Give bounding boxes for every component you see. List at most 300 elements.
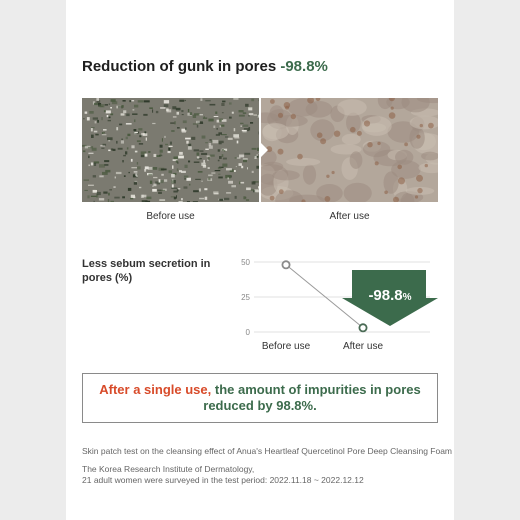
- before-skin-speck: [172, 165, 174, 168]
- before-skin-speck: [258, 186, 259, 188]
- page-title: [82, 58, 442, 75]
- before-skin-speck: [118, 148, 123, 150]
- before-skin-speck: [88, 185, 94, 186]
- before-skin-speck: [152, 109, 153, 112]
- before-skin-speck: [94, 163, 96, 166]
- before-skin-speck: [208, 167, 210, 169]
- before-skin-speck: [228, 138, 233, 140]
- before-skin-speck: [241, 166, 243, 168]
- before-skin-speck: [204, 160, 205, 163]
- before-skin-speck: [219, 199, 223, 201]
- before-skin-speck: [251, 99, 254, 102]
- reduction-callout: [342, 270, 438, 326]
- before-skin-speck: [225, 137, 228, 138]
- before-use-photo: [82, 98, 259, 202]
- before-skin-speck: [222, 164, 227, 167]
- before-skin-speck: [195, 179, 201, 180]
- before-skin-speck: [122, 160, 124, 162]
- before-skin-speck: [168, 148, 170, 151]
- chart-y-tick-label: 25: [241, 293, 250, 302]
- before-skin-speck: [123, 110, 126, 113]
- headline-value: -98.8%: [280, 58, 328, 75]
- after-skin-pore: [350, 127, 356, 133]
- before-skin-speck: [172, 184, 174, 187]
- before-skin-speck: [193, 190, 199, 192]
- before-skin-speck: [162, 138, 163, 142]
- before-skin-speck: [239, 115, 245, 117]
- before-skin-speck: [108, 193, 110, 196]
- before-skin-speck: [209, 145, 213, 148]
- before-skin-speck: [148, 174, 152, 176]
- before-skin-speck: [185, 128, 187, 131]
- before-skin-speck: [123, 100, 126, 102]
- before-skin-speck: [219, 143, 222, 145]
- before-skin-speck: [94, 103, 98, 105]
- chart-series-line: [286, 265, 363, 328]
- before-skin-speck: [240, 123, 243, 124]
- before-skin-speck: [138, 128, 142, 130]
- headline-text: Reduction of gunk in pores: [82, 58, 281, 75]
- before-skin-speck: [229, 117, 232, 119]
- before-skin-speck: [222, 154, 224, 157]
- before-skin-speck: [185, 165, 188, 168]
- before-skin-speck: [222, 101, 225, 103]
- after-skin-pore: [416, 135, 420, 139]
- before-skin-speck: [219, 156, 222, 159]
- before-skin-speck: [228, 177, 229, 179]
- before-skin-speck: [215, 112, 217, 115]
- before-skin-speck: [254, 156, 256, 159]
- before-skin-speck: [217, 120, 220, 123]
- sebum-line-chart: [230, 250, 440, 360]
- before-skin-speck: [93, 117, 98, 119]
- before-skin-speck: [232, 112, 234, 114]
- before-skin-speck: [197, 107, 200, 109]
- before-skin-speck: [182, 131, 186, 133]
- before-skin-speck: [104, 132, 105, 134]
- before-skin-speck: [174, 157, 178, 160]
- before-skin-speck: [131, 159, 133, 162]
- before-skin-speck: [185, 100, 186, 101]
- before-skin-speck: [214, 116, 219, 117]
- before-skin-speck: [176, 195, 177, 198]
- before-skin-speck: [244, 153, 250, 155]
- after-skin-pore: [415, 195, 418, 198]
- after-skin-pore: [375, 161, 379, 165]
- before-skin-speck: [135, 151, 138, 153]
- before-skin-speck: [126, 123, 132, 125]
- after-skin-pore: [397, 165, 402, 170]
- before-skin-speck: [83, 118, 84, 119]
- before-skin-speck: [177, 162, 178, 164]
- before-skin-speck: [184, 176, 189, 178]
- after-skin-tone: [363, 141, 390, 157]
- before-skin-speck: [218, 167, 222, 169]
- before-skin-speck: [222, 149, 224, 151]
- before-skin-speck: [208, 157, 209, 160]
- before-skin-speck: [146, 138, 147, 141]
- before-skin-speck: [181, 110, 183, 112]
- before-skin-speck: [171, 188, 177, 189]
- before-skin-speck: [160, 153, 162, 155]
- before-skin-speck: [188, 144, 191, 146]
- before-skin-speck: [209, 139, 211, 141]
- before-skin-speck: [224, 150, 225, 151]
- before-skin-speck: [137, 162, 138, 165]
- before-skin-speck: [87, 195, 89, 198]
- before-skin-speck: [131, 100, 134, 101]
- comparison-arrow-icon: [259, 141, 268, 159]
- footnote-test: Skin patch test on the cleansing effect of Anua's Heartleaf Quercetinol Pore Deep Cleansing Foam: [82, 446, 453, 456]
- after-skin-pore: [377, 142, 380, 145]
- before-skin-speck: [141, 155, 145, 157]
- before-skin-speck: [95, 134, 98, 136]
- before-skin-speck: [103, 129, 107, 130]
- before-skin-speck: [256, 166, 259, 169]
- after-skin-pore: [367, 142, 372, 147]
- before-skin-speck: [93, 190, 97, 193]
- before-skin-speck: [102, 172, 108, 175]
- before-skin-speck: [171, 130, 174, 132]
- before-skin-speck: [131, 145, 134, 148]
- before-skin-speck: [183, 120, 187, 123]
- after-skin-pore: [384, 191, 388, 195]
- after-skin-pore: [297, 154, 303, 160]
- before-skin-speck: [164, 100, 169, 103]
- before-skin-speck: [228, 181, 233, 184]
- before-skin-speck: [246, 188, 251, 191]
- before-skin-speck: [199, 150, 203, 152]
- after-skin-pore: [417, 188, 422, 193]
- before-skin-speck: [243, 130, 247, 132]
- before-skin-speck: [179, 201, 183, 202]
- after-skin-pore: [357, 131, 362, 136]
- before-skin-speck: [168, 151, 171, 153]
- before-skin-speck: [205, 197, 208, 200]
- before-skin-speck: [94, 131, 98, 133]
- after-skin-pore: [291, 114, 296, 119]
- before-skin-speck: [226, 168, 232, 170]
- before-skin-speck: [234, 137, 239, 138]
- before-skin-speck: [105, 104, 108, 106]
- before-skin-speck: [201, 181, 202, 182]
- before-skin-speck: [159, 200, 165, 201]
- before-skin-speck: [132, 114, 137, 115]
- before-skin-speck: [110, 107, 112, 109]
- before-skin-speck: [239, 182, 240, 185]
- before-skin-speck: [221, 103, 224, 106]
- before-skin-speck: [108, 140, 110, 141]
- before-skin-speck: [171, 174, 175, 177]
- before-skin-speck: [116, 127, 118, 130]
- before-skin-speck: [204, 188, 207, 190]
- before-skin-speck: [177, 112, 180, 115]
- before-skin-speck: [178, 156, 184, 159]
- before-skin-speck: [245, 104, 249, 107]
- before-skin-speck: [243, 196, 245, 199]
- before-skin-speck: [123, 155, 126, 156]
- before-skin-speck: [164, 104, 169, 107]
- before-skin-speck: [202, 136, 206, 139]
- before-skin-speck: [254, 114, 258, 116]
- before-use-caption: Before use: [146, 211, 195, 222]
- result-highlight: After a single use,: [99, 382, 212, 398]
- before-skin-speck: [194, 149, 200, 151]
- after-skin-pore: [428, 123, 434, 129]
- before-skin-speck: [141, 195, 144, 198]
- before-skin-speck: [190, 112, 192, 115]
- after-skin-tone: [384, 171, 399, 193]
- before-skin-speck: [174, 121, 176, 124]
- result-summary-box: [82, 373, 438, 423]
- after-skin-tone: [303, 165, 316, 185]
- after-skin-tone: [306, 101, 333, 118]
- before-skin-speck: [209, 143, 211, 146]
- before-skin-speck: [145, 154, 148, 157]
- before-skin-speck: [152, 189, 157, 192]
- before-skin-speck: [218, 174, 220, 175]
- before-skin-speck: [165, 144, 168, 145]
- before-skin-speck: [211, 173, 215, 174]
- before-skin-speck: [233, 98, 238, 100]
- after-skin-pore: [332, 171, 335, 174]
- after-skin-tone: [272, 170, 300, 180]
- before-skin-speck: [98, 106, 103, 107]
- callout-value: -98.8%: [368, 287, 412, 304]
- before-skin-speck: [104, 160, 109, 162]
- before-skin-speck: [186, 141, 188, 144]
- before-skin-speck: [178, 188, 181, 189]
- before-skin-speck: [161, 174, 164, 176]
- before-skin-speck: [143, 114, 147, 116]
- before-skin-speck: [229, 102, 232, 104]
- before-skin-speck: [121, 140, 124, 143]
- before-skin-speck: [251, 189, 254, 190]
- after-skin-pore: [391, 107, 394, 110]
- before-skin-speck: [164, 179, 167, 182]
- after-skin-tone: [350, 151, 363, 169]
- before-skin-speck: [213, 191, 218, 194]
- before-skin-speck: [97, 120, 99, 123]
- before-skin-speck: [85, 112, 88, 114]
- before-skin-speck: [135, 173, 137, 176]
- after-skin-pore: [326, 175, 329, 178]
- before-skin-speck: [121, 113, 125, 115]
- before-skin-speck: [134, 129, 137, 131]
- before-skin-speck: [109, 189, 112, 190]
- before-skin-speck: [243, 125, 249, 127]
- before-skin-speck: [122, 196, 125, 198]
- before-skin-speck: [159, 179, 161, 182]
- before-skin-speck: [235, 196, 237, 199]
- before-skin-speck: [113, 186, 115, 188]
- before-skin-speck: [122, 105, 124, 108]
- before-skin-speck: [193, 115, 196, 118]
- before-skin-speck: [243, 158, 248, 159]
- after-skin-tone: [286, 158, 320, 166]
- after-skin-pore: [404, 143, 408, 147]
- after-skin-pore: [278, 149, 284, 155]
- before-skin-speck: [122, 139, 123, 140]
- before-skin-speck: [170, 142, 172, 145]
- before-skin-speck: [146, 197, 151, 200]
- before-skin-speck: [137, 140, 141, 142]
- before-skin-speck: [233, 134, 239, 137]
- before-skin-speck: [237, 141, 239, 144]
- before-skin-speck: [129, 100, 131, 102]
- before-skin-speck: [241, 126, 242, 127]
- before-skin-speck: [203, 117, 207, 119]
- before-skin-speck: [247, 167, 248, 169]
- after-skin-pore: [334, 131, 340, 137]
- before-skin-speck: [114, 197, 119, 199]
- before-skin-speck: [239, 155, 244, 158]
- before-skin-speck: [115, 177, 116, 179]
- before-skin-speck: [252, 171, 254, 173]
- before-skin-speck: [116, 141, 117, 144]
- before-skin-speck: [158, 192, 162, 194]
- before-skin-speck: [189, 184, 190, 186]
- before-skin-speck: [218, 177, 223, 179]
- before-skin-speck: [201, 163, 205, 166]
- before-skin-speck: [107, 137, 113, 140]
- after-skin-pore: [270, 196, 275, 201]
- before-skin-speck: [215, 170, 221, 171]
- before-skin-speck: [198, 171, 203, 173]
- before-skin-speck: [104, 110, 106, 112]
- before-skin-speck: [188, 146, 192, 149]
- before-skin-speck: [153, 177, 157, 178]
- before-skin-speck: [246, 199, 249, 201]
- before-skin-speck: [133, 109, 135, 110]
- after-skin-tone: [262, 123, 289, 139]
- before-skin-speck: [208, 178, 210, 181]
- after-skin-pore: [420, 124, 423, 127]
- before-skin-speck: [257, 154, 258, 155]
- before-skin-speck: [197, 152, 200, 155]
- before-skin-speck: [208, 175, 213, 177]
- before-skin-speck: [88, 165, 90, 167]
- before-skin-speck: [91, 163, 93, 166]
- before-skin-speck: [208, 119, 213, 122]
- before-skin-speck: [139, 135, 141, 137]
- before-skin-speck: [108, 120, 111, 121]
- before-skin-speck: [176, 108, 181, 111]
- before-skin-speck: [129, 172, 130, 173]
- before-skin-speck: [239, 163, 242, 166]
- before-skin-speck: [212, 140, 218, 143]
- before-skin-speck: [103, 144, 107, 146]
- before-skin-speck: [99, 175, 103, 177]
- before-skin-speck: [107, 115, 109, 117]
- before-skin-speck: [166, 108, 169, 111]
- before-skin-speck: [88, 147, 91, 148]
- before-skin-speck: [160, 145, 163, 148]
- before-skin-speck: [236, 166, 237, 167]
- before-skin-speck: [134, 171, 138, 172]
- before-skin-speck: [87, 117, 90, 120]
- before-skin-speck: [173, 116, 177, 118]
- before-skin-speck: [182, 114, 184, 115]
- before-skin-speck: [223, 158, 227, 160]
- before-skin-speck: [199, 198, 204, 200]
- before-skin-speck: [97, 192, 101, 195]
- before-skin-speck: [99, 164, 105, 168]
- before-skin-speck: [199, 188, 201, 191]
- before-skin-speck: [139, 143, 143, 144]
- before-skin-speck: [179, 100, 184, 102]
- before-skin-speck: [194, 162, 200, 163]
- before-skin-speck: [111, 201, 115, 202]
- before-skin-speck: [213, 126, 215, 129]
- before-skin-speck: [250, 122, 253, 124]
- before-skin-speck: [152, 123, 155, 124]
- after-skin-pore: [425, 164, 428, 167]
- before-skin-speck: [234, 170, 236, 172]
- before-skin-speck: [108, 138, 109, 139]
- before-skin-speck: [205, 149, 209, 150]
- before-skin-speck: [110, 114, 113, 116]
- footnote-institute: The Korea Research Institute of Dermatology,: [82, 464, 255, 474]
- before-skin-speck: [243, 112, 246, 114]
- before-skin-speck: [222, 112, 224, 113]
- before-skin-speck: [134, 182, 137, 185]
- before-skin-speck: [172, 106, 176, 109]
- before-skin-speck: [84, 180, 89, 181]
- before-skin-speck: [186, 178, 191, 181]
- before-skin-speck: [88, 153, 93, 154]
- before-skin-speck: [160, 150, 163, 153]
- before-skin-speck: [138, 100, 144, 102]
- before-skin-speck: [125, 151, 127, 154]
- before-skin-speck: [200, 98, 202, 101]
- before-skin-speck: [102, 132, 104, 134]
- before-skin-speck: [231, 185, 236, 187]
- before-skin-speck: [109, 117, 111, 119]
- before-skin-speck: [102, 134, 107, 135]
- before-skin-speck: [218, 149, 220, 151]
- result-reduction: reduced by 98.8%.: [203, 398, 317, 413]
- chart-x-tick-label: Before use: [261, 341, 311, 352]
- after-skin-pore: [320, 138, 326, 144]
- after-skin-pore: [279, 189, 284, 194]
- before-skin-speck: [126, 137, 128, 140]
- chart-point: [359, 324, 366, 331]
- before-skin-speck: [134, 132, 138, 133]
- after-use-caption: After use: [329, 211, 370, 222]
- before-skin-speck: [170, 122, 174, 123]
- before-skin-speck: [237, 158, 241, 159]
- before-skin-speck: [197, 156, 199, 158]
- before-skin-speck: [185, 138, 191, 140]
- before-skin-speck: [149, 107, 153, 109]
- before-skin-speck: [93, 175, 96, 177]
- before-skin-speck: [139, 187, 141, 188]
- before-skin-speck: [130, 198, 133, 199]
- before-skin-speck: [126, 114, 129, 117]
- before-skin-speck: [174, 197, 176, 200]
- before-skin-speck: [234, 128, 236, 131]
- before-skin-speck: [137, 166, 141, 169]
- before-skin-speck: [83, 150, 86, 152]
- before-skin-speck: [131, 167, 137, 168]
- before-skin-speck: [197, 125, 199, 128]
- before-skin-speck: [119, 124, 122, 126]
- after-use-photo: [261, 98, 438, 202]
- before-skin-speck: [153, 167, 158, 170]
- before-skin-speck: [258, 115, 259, 118]
- before-skin-speck: [252, 148, 257, 150]
